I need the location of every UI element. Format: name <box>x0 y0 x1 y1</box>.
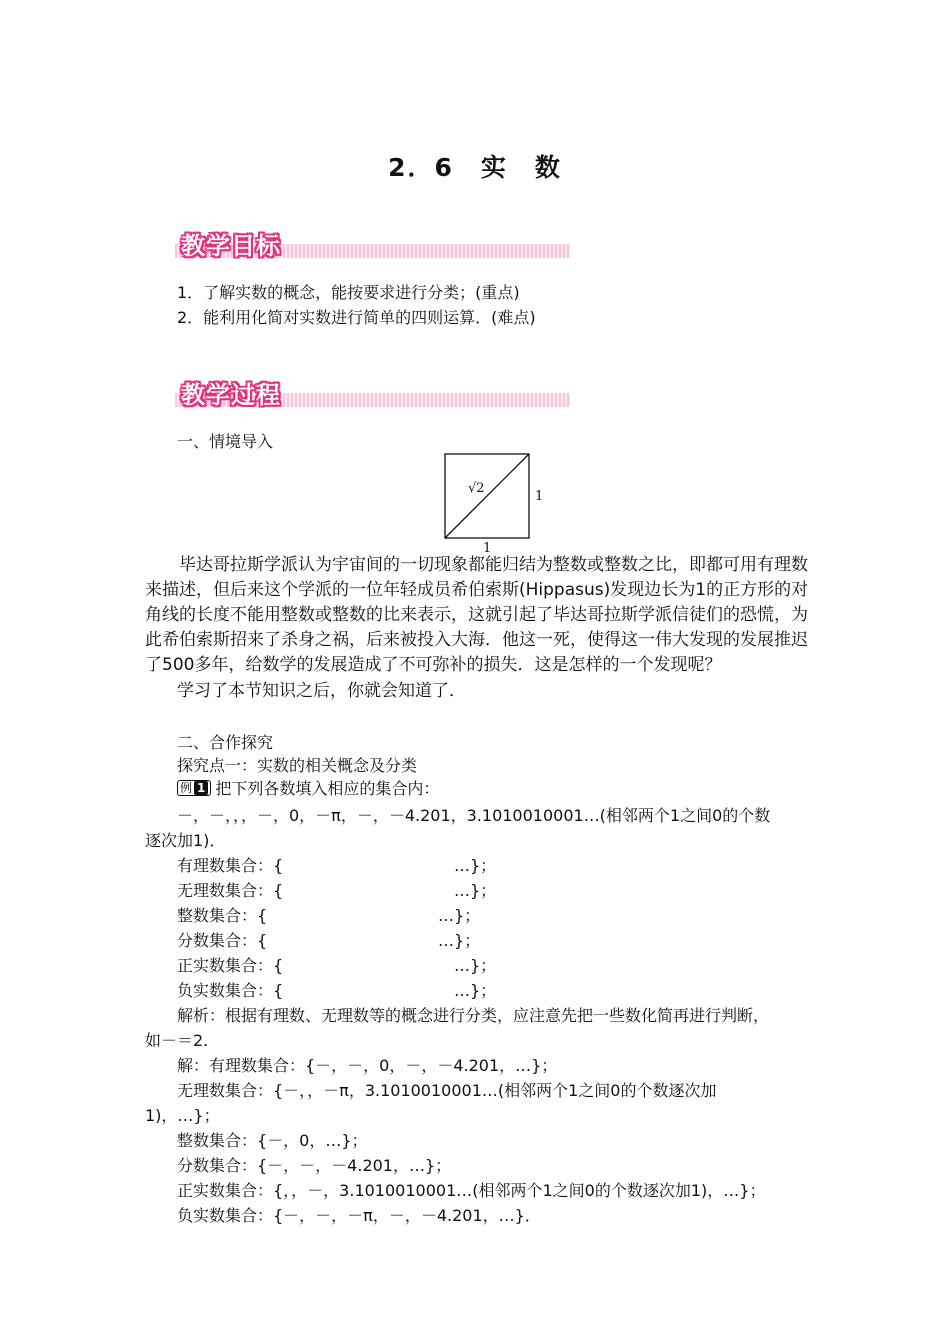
side-label-right: 1 <box>535 489 544 504</box>
banner-label-process: 教学过程 <box>181 381 281 409</box>
numbers-line-2: 逐次加1)． <box>145 831 226 850</box>
set-positive <box>177 956 497 976</box>
section-banner-goals <box>175 227 570 261</box>
analysis-line-2: 如－＝2. <box>145 1031 209 1050</box>
set-label: 分数集合：{ <box>177 931 268 950</box>
set-label: 整数集合：{ <box>177 906 268 925</box>
example-badge <box>177 780 211 796</box>
set-tail: …}； <box>454 981 497 1000</box>
explore-point: 探究点一：实数的相关概念及分类 <box>177 756 418 775</box>
set-negative <box>177 981 497 1001</box>
example-line <box>177 779 439 799</box>
set-irrational <box>177 881 497 901</box>
solution-fraction: 分数集合：{－，－，－4.201，…}； <box>177 1156 452 1175</box>
example-text: 把下列各数填入相应的集合内： <box>215 779 440 798</box>
goal-item-1: 1．了解实数的概念，能按要求进行分类；(重点) <box>177 283 520 302</box>
explore-heading: 二、合作探究 <box>177 733 274 752</box>
solution-irrational-1: 无理数集合：{－，，－π，3.1010010001…(相邻两个1之间0的个数逐次加 <box>177 1081 717 1100</box>
banner-label-goals: 教学目标 <box>181 232 281 260</box>
set-label: 无理数集合：{ <box>177 881 284 900</box>
solution-rational: 解：有理数集合：{－，－，0，－，－4.201，…}； <box>177 1056 558 1075</box>
diagonal-label: √2 <box>468 481 485 496</box>
diagonal-line <box>445 454 529 538</box>
set-label: 负实数集合：{ <box>177 981 284 1000</box>
set-label: 正实数集合：{ <box>177 956 284 975</box>
set-integer <box>177 906 481 926</box>
analysis-line-1: 解析：根据有理数、无理数等的概念进行分类，应注意先把一些数化简再进行判断， <box>177 1006 770 1025</box>
set-tail: …}； <box>438 931 481 950</box>
page-title: 2．6 实 数 <box>388 153 562 182</box>
set-label: 有理数集合：{ <box>177 856 284 875</box>
solution-positive: 正实数集合：{，，－，3.1010010001…(相邻两个1之间0的个数逐次加1)，…}； <box>177 1181 766 1200</box>
solution-irrational-2: 1)，…}； <box>145 1106 220 1125</box>
side-label-bottom: 1 <box>483 541 492 555</box>
example-badge-text: 例 <box>180 781 193 795</box>
solution-negative: 负实数集合：{－，－，－π，－，－4.201，…}． <box>177 1206 541 1225</box>
set-tail: …}； <box>438 906 481 925</box>
set-tail: …}； <box>454 856 497 875</box>
set-tail: …}； <box>454 881 497 900</box>
section-banner-process <box>175 376 570 410</box>
goal-item-2: 2．能利用化简对实数进行简单的四则运算．(难点) <box>177 308 536 327</box>
square-diagonal-figure <box>435 450 555 555</box>
set-fraction <box>177 931 481 951</box>
set-rational <box>177 856 497 876</box>
set-tail: …}； <box>454 956 497 975</box>
intro-heading: 一、情境导入 <box>177 432 274 451</box>
intro-paragraph: 毕达哥拉斯学派认为宇宙间的一切现象都能归结为整数或整数之比，即都可用有理数来描述，但后来这个学派的一位年轻成员希伯索斯(Hippasus)发现边长为1的正方形的对角线的长度不能用整数或整数的比来表示，这就引起了毕达哥拉斯学派信徒们的恐慌，为此希伯索斯招来了杀身之祸，后来被投入大海．他这一死，使得这一伟大发现的发展推迟了500多年，给数学的发展造成了不可弥补的损失．这是怎样的一个发现呢？ <box>145 555 809 675</box>
solution-integer: 整数集合：{－，0，…}； <box>177 1131 368 1150</box>
intro-closing: 学习了本节知识之后，你就会知道了． <box>177 681 466 701</box>
example-number: 1 <box>194 781 208 795</box>
numbers-line-1: －，－，，，－，0，－π，－，－4.201，3.1010010001…(相邻两个1之间0的个数 <box>177 806 771 825</box>
